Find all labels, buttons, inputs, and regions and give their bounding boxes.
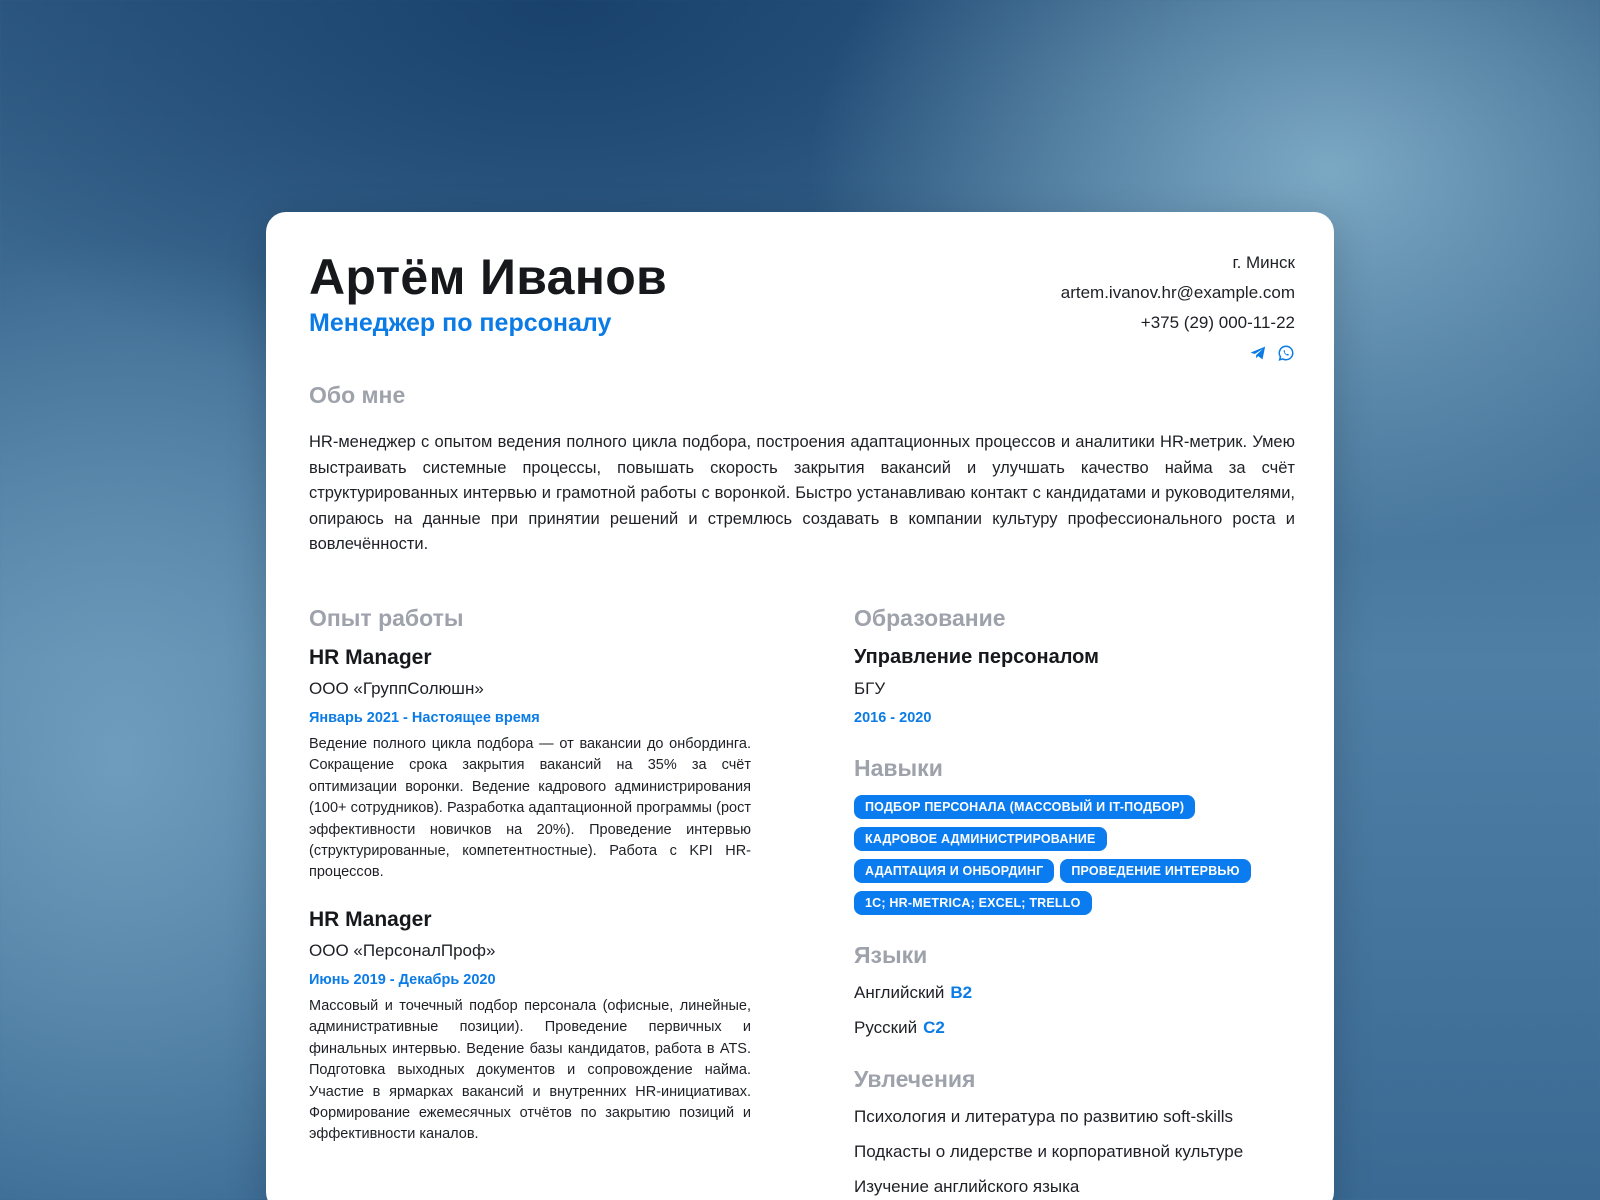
job-description: Ведение полного цикла подбора — от вакансии до онбординга. Сокращение срока закрытия вакансий на 35% за счёт оптимизации воронки. Ведение кадрового администрирования (100+ сотрудников). Разработка адаптационной программы (рост эффективности новичков на 20%). Проведение интервью (структурированные, компетентностные). Работа с KPI HR-процессов. xyxy=(309,736,751,881)
job-company: ООО «ПерсоналПроф» xyxy=(309,941,496,960)
skill-tag: КАДРОВОЕ АДМИНИСТРИРОВАНИЕ xyxy=(854,827,1107,851)
skill-tag: АДАПТАЦИЯ И ОНБОРДИНГ xyxy=(854,859,1054,883)
education-school: БГУ xyxy=(854,679,886,698)
job-period: Январь 2021 - Настоящее время xyxy=(309,710,540,726)
hobbies-heading: Увлечения xyxy=(854,1066,976,1092)
language-level: C2 xyxy=(923,1018,945,1037)
resume-card xyxy=(266,212,1334,1200)
skills-row xyxy=(854,859,1294,883)
telegram-icon[interactable] xyxy=(1249,344,1267,362)
about-text: HR-менеджер с опытом ведения полного цикла подбора, построения адаптационных процессов и аналитики HR-метрик. Умею выстраивать системные процессы, повышать скорость закрытия вакансий и улучшать качество найма за счёт структурированных интервью и грамотной работы с воронкой. Быстро устанавливаю контакт с кандидатами и руководителями, опираюсь на данные при принятии решений и стремлюсь создавать в компании культуру профессионального роста и вовлечённости. xyxy=(309,433,1295,554)
skills-row xyxy=(854,827,1294,851)
contact-city: г. Минск xyxy=(1232,253,1295,272)
whatsapp-icon[interactable] xyxy=(1277,344,1295,362)
messenger-links xyxy=(1061,344,1295,374)
contacts-block xyxy=(1061,252,1295,374)
skill-tag: 1C; HR-METRICA; EXCEL; TRELLO xyxy=(854,891,1092,915)
language-item xyxy=(854,983,972,1003)
education-title: Управление персоналом xyxy=(854,646,1099,668)
skill-tag: ПОДБОР ПЕРСОНАЛА (МАССОВЫЙ И IT-ПОДБОР) xyxy=(854,795,1195,819)
job-title: HR Manager xyxy=(309,646,432,669)
language-item xyxy=(854,1018,945,1038)
skill-tag: ПРОВЕДЕНИЕ ИНТЕРВЬЮ xyxy=(1060,859,1250,883)
skills-row xyxy=(854,795,1294,819)
skills-heading: Навыки xyxy=(854,755,943,781)
candidate-name: Артём Иванов xyxy=(309,249,668,305)
hobby-item: Изучение английского языка xyxy=(854,1177,1080,1196)
language-name: Русский xyxy=(854,1018,918,1037)
language-level: B2 xyxy=(950,983,973,1002)
languages-heading: Языки xyxy=(854,942,928,968)
job-company: ООО «ГруппСолюшн» xyxy=(309,679,484,698)
hobby-item: Подкасты о лидерстве и корпоративной культуре xyxy=(854,1142,1244,1161)
job-title: HR Manager xyxy=(309,908,432,931)
language-name: Английский xyxy=(854,983,945,1002)
candidate-role: Менеджер по персоналу xyxy=(309,309,612,337)
about-heading: Обо мне xyxy=(309,382,406,408)
education-years: 2016 - 2020 xyxy=(854,710,932,726)
skills-row xyxy=(854,891,1294,915)
job-description: Массовый и точечный подбор персонала (офисные, линейные, административные позиции). Проведение первичных и финальных интервью. Ведение базы кандидатов, работа в ATS. Подготовка выходных документов и сопровождение найма. Участие в ярмарках вакансий и внутренних HR-инициативах. Формирование ежемесячных отчётов по закрытию позиций и эффективности каналов. xyxy=(309,998,751,1143)
contact-phone[interactable]: +375 (29) 000-11-22 xyxy=(1140,313,1295,332)
education-heading: Образование xyxy=(854,605,1006,631)
contact-email[interactable]: artem.ivanov.hr@example.com xyxy=(1060,283,1295,302)
hobby-item: Психология и литература по развитию soft-skills xyxy=(854,1107,1234,1126)
skills-tags xyxy=(854,795,1294,923)
job-period: Июнь 2019 - Декабрь 2020 xyxy=(309,972,496,988)
experience-heading: Опыт работы xyxy=(309,605,464,631)
